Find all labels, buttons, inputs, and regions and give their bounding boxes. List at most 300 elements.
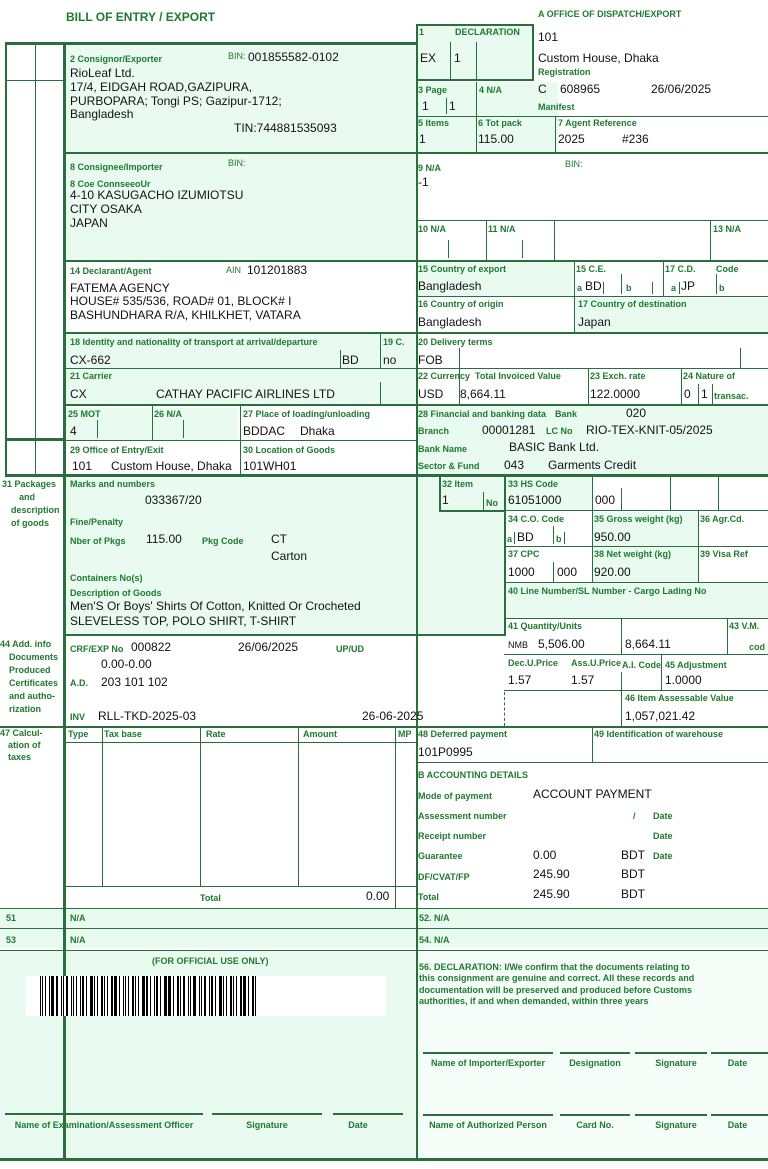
frame-row31 bbox=[5, 474, 768, 477]
official-use-title: (FOR OFFICIAL USE ONLY) bbox=[152, 956, 269, 966]
row51-value: N/A bbox=[70, 913, 86, 923]
ce-tick1 bbox=[603, 282, 604, 294]
ai-code-label: A.I. Code bbox=[622, 660, 662, 670]
barcode-bar bbox=[66, 976, 68, 1016]
barcode-bar bbox=[177, 976, 179, 1016]
accounting-title: B ACCOUNTING DETAILS bbox=[418, 770, 528, 780]
barcode-bar bbox=[160, 976, 161, 1016]
cd-a: a bbox=[671, 283, 677, 293]
consignor-line-1: RioLeaf Ltd. bbox=[70, 66, 135, 80]
box9-bin-label: BIN: bbox=[565, 159, 583, 169]
dec-price-value: 1.57 bbox=[508, 673, 532, 687]
box13-label: 13 N/A bbox=[713, 224, 742, 234]
ass-price-value: 1.57 bbox=[571, 673, 595, 687]
page-div bbox=[476, 82, 477, 116]
barcode-bar bbox=[180, 976, 181, 1016]
declaration-num: 1 bbox=[419, 27, 425, 37]
barcode-bar bbox=[128, 976, 129, 1016]
warehouse-label: 49 Identification of warehouse bbox=[594, 729, 724, 739]
consignor-line-2: 17/4, EIDGAH ROAD,GAZIPURA, bbox=[70, 80, 253, 94]
declaration-56-text: 56. DECLARATION: I/We confirm that the documents relating to this consignment are genuine and correct. All these records and documentation will be preserved and produced before Customs authorities, if and when demanded, within three years bbox=[419, 962, 695, 1006]
assessment-label: Assessment number bbox=[418, 811, 507, 821]
accounting-total-currency: BDT bbox=[621, 887, 645, 901]
box44-side-5: and autho- bbox=[9, 691, 55, 701]
pkg-code-value: CT bbox=[271, 532, 287, 546]
sector-name: Garments Credit bbox=[548, 458, 637, 472]
transport-nationality: BD bbox=[342, 353, 359, 367]
ad-value: 203 101 102 bbox=[101, 675, 168, 689]
items-value: 1 bbox=[419, 132, 426, 146]
box26-split bbox=[183, 420, 184, 438]
barcode-bar bbox=[150, 976, 151, 1016]
row5-top bbox=[416, 116, 768, 117]
declarant-line-2: HOUSE# 535/536, ROAD# 01, BLOCK# I bbox=[70, 294, 292, 308]
row34-top bbox=[504, 510, 768, 511]
payment-mode-value: ACCOUNT PAYMENT bbox=[533, 787, 652, 801]
office-entry-code: 101 bbox=[72, 459, 93, 473]
barcode-bar bbox=[86, 976, 87, 1016]
barcode-bar bbox=[114, 976, 117, 1016]
net-weight-value: 920.00 bbox=[594, 565, 631, 579]
assessment-slash: / bbox=[633, 811, 636, 821]
item-no-label: No bbox=[486, 498, 498, 508]
box42-43-div bbox=[727, 618, 728, 654]
tax-col1 bbox=[102, 726, 103, 886]
box20-split2 bbox=[740, 348, 741, 368]
consignor-line-3: PURBOPARA; Tongi PS; Gazipur-1712; bbox=[70, 94, 282, 108]
cd-label: 17 C.D. bbox=[665, 264, 696, 274]
officer-signature-line bbox=[212, 1113, 322, 1115]
price-div bbox=[621, 672, 622, 726]
barcode-bar bbox=[119, 976, 120, 1016]
declaration-type[interactable]: EX bbox=[420, 51, 437, 65]
mot-value: 4 bbox=[70, 424, 77, 438]
row53-num: 53 bbox=[6, 935, 17, 945]
consignee-line-3: JAPAN bbox=[70, 216, 108, 230]
consignee-sub-label: 8 Coe ConnseeoUr bbox=[70, 179, 151, 189]
goods-right-div bbox=[504, 476, 506, 636]
authorized-date-label: Date bbox=[727, 1120, 748, 1130]
declarant-line-3: BASHUNDHARA R/A, KHILKHET, VATARA bbox=[70, 308, 301, 322]
branch-value: 00001281 bbox=[482, 423, 536, 437]
pkg-code-label: Pkg Code bbox=[202, 536, 244, 546]
row8-top bbox=[63, 152, 768, 154]
dec-price-label: Dec.U.Price bbox=[508, 658, 559, 668]
box6-7-div bbox=[555, 116, 556, 152]
delivery-terms-value: FOB bbox=[418, 353, 443, 367]
gross-weight-label: 35 Gross weight (kg) bbox=[594, 514, 683, 524]
crf-range: 0.00-0.00 bbox=[101, 657, 152, 671]
box32-split bbox=[483, 492, 484, 510]
barcode-bar bbox=[107, 976, 108, 1016]
barcode bbox=[26, 976, 386, 1016]
authorized-date-line bbox=[711, 1114, 768, 1116]
frame-row1 bbox=[5, 80, 63, 81]
box26-label: 26 N/A bbox=[154, 409, 183, 419]
guarantee-date-label: Date bbox=[653, 851, 673, 861]
ce-a: a bbox=[577, 283, 583, 293]
carrier-label: 21 Carrier bbox=[70, 371, 113, 381]
box47-side-3: taxes bbox=[8, 752, 32, 762]
inv-label: INV bbox=[70, 712, 86, 722]
box12-13-div bbox=[710, 220, 711, 260]
consignor-tin: TIN:744881535093 bbox=[234, 121, 337, 135]
box5-6-div bbox=[476, 116, 477, 152]
barcode-bar bbox=[90, 976, 93, 1016]
barcode-bar bbox=[164, 976, 167, 1016]
barcode-bar bbox=[146, 976, 148, 1016]
barcode-bar bbox=[183, 976, 185, 1016]
page-current: 1 bbox=[422, 99, 429, 113]
barcode-bar bbox=[199, 976, 200, 1016]
pkgs-value: 115.00 bbox=[146, 532, 182, 546]
hs-code-label: 33 HS Code bbox=[508, 479, 559, 489]
inv-date: 26-06-2025 bbox=[362, 709, 424, 723]
barcode-bar bbox=[63, 976, 64, 1016]
importer-name-line bbox=[423, 1052, 553, 1054]
receipt-label: Receipt number bbox=[418, 831, 487, 841]
country-origin-label: 16 Country of origin bbox=[418, 299, 504, 309]
visa-ref-label: 39 Visa Ref bbox=[700, 549, 748, 559]
card-no-label: Card No. bbox=[576, 1120, 614, 1130]
barcode-bar bbox=[190, 976, 191, 1016]
mot-label: 25 MOT bbox=[68, 409, 101, 419]
bank-label: Bank bbox=[555, 409, 578, 419]
pkgs-label: Nber of Pkgs bbox=[70, 536, 126, 546]
desc-line-2: SLEVELESS TOP, POLO SHIRT, T-SHIRT bbox=[70, 614, 297, 628]
cpc-value: 1000 bbox=[508, 565, 535, 579]
barcode-bar bbox=[142, 976, 145, 1016]
consignor-line-4: Bangladesh bbox=[70, 107, 134, 121]
agent-ref-label: 7 Agent Reference bbox=[558, 118, 637, 128]
office-entry-label: 29 Office of Entry/Exit bbox=[70, 445, 164, 455]
tot-pack-label: 6 Tot pack bbox=[478, 118, 522, 128]
box25-split bbox=[97, 420, 98, 438]
agent-ref-year: 2025 bbox=[558, 132, 585, 146]
bottom-divider bbox=[416, 950, 418, 1160]
accounting-top bbox=[416, 762, 768, 763]
cd-tick bbox=[679, 282, 680, 294]
registration-label: Registration bbox=[538, 67, 591, 77]
manifest-label: Manifest bbox=[538, 102, 575, 112]
box22-23-div bbox=[588, 368, 589, 404]
barcode-bar bbox=[138, 976, 139, 1016]
box20-split bbox=[459, 348, 460, 368]
page-total: 1 bbox=[449, 99, 456, 113]
tax-col4 bbox=[395, 726, 396, 908]
barcode-bar bbox=[243, 976, 246, 1016]
row-price-top bbox=[504, 654, 768, 655]
carrier-name: CATHAY PACIFIC AIRLINES LTD bbox=[156, 387, 335, 401]
barcode-bar bbox=[80, 976, 81, 1016]
pkg-name-value: Carton bbox=[271, 549, 308, 563]
decl-div1 bbox=[450, 42, 451, 80]
office-name: Custom House, Dhaka bbox=[538, 51, 659, 65]
nature-value-1: 0 bbox=[684, 387, 691, 401]
box44-side-6: rization bbox=[9, 704, 42, 714]
box19-value: no bbox=[383, 353, 397, 367]
authorized-signature-line bbox=[635, 1114, 707, 1116]
box23-24-div bbox=[681, 368, 682, 404]
dfcvat-label: DF/CVAT/FP bbox=[418, 872, 470, 882]
row41-top bbox=[504, 618, 768, 619]
barcode-bar bbox=[252, 976, 254, 1016]
hs-code-sub: 000 bbox=[595, 493, 616, 507]
barcode-bar bbox=[233, 976, 234, 1016]
inv-value: RLL-TKD-2025-03 bbox=[98, 709, 197, 723]
barcode-bar bbox=[215, 976, 216, 1016]
lc-label: LC No bbox=[546, 426, 573, 436]
assessable-value: 1,057,021.42 bbox=[625, 709, 696, 723]
box31-side-label-4: of goods bbox=[11, 518, 49, 528]
barcode-bar bbox=[156, 976, 158, 1016]
barcode-bar bbox=[82, 976, 84, 1016]
declaration-subtype[interactable]: 1 bbox=[454, 51, 461, 65]
loading-label: 27 Place of loading/unloading bbox=[243, 409, 371, 419]
frame-bottom bbox=[0, 1158, 768, 1161]
row54-value: 54. N/A bbox=[419, 935, 450, 945]
row10-top bbox=[416, 220, 768, 221]
tot-pack-value: 115.00 bbox=[478, 132, 514, 146]
country-export-label: 15 Country of export bbox=[418, 264, 507, 274]
crf-date: 26/06/2025 bbox=[238, 640, 299, 654]
vm-sub: cod bbox=[749, 642, 766, 652]
cd-a-value: JP bbox=[681, 279, 696, 293]
row29-top bbox=[63, 440, 416, 441]
box48-49-div bbox=[592, 726, 593, 762]
assessable-label: 46 Item Assessable Value bbox=[625, 693, 734, 703]
box42-value: 8,664.11 bbox=[625, 637, 671, 651]
hs-split bbox=[621, 488, 622, 510]
cd-b: b bbox=[719, 283, 725, 293]
row44-top bbox=[63, 634, 506, 636]
barcode-bar bbox=[248, 976, 249, 1016]
cpc-sub: 000 bbox=[557, 565, 578, 579]
agent-ref-number: #236 bbox=[622, 132, 649, 146]
loading-code: BDDAC bbox=[243, 424, 286, 438]
box44-side-2: Documents bbox=[9, 652, 59, 662]
delivery-terms-label: 20 Delivery terms bbox=[418, 337, 493, 347]
box33-div3 bbox=[718, 476, 719, 510]
line-number-label: 40 Line Number/SL Number - Cargo Lading No bbox=[508, 586, 707, 596]
importer-name-label: Name of Importer/Exporter bbox=[430, 1058, 546, 1068]
location-goods-value: 101WH01 bbox=[243, 459, 297, 473]
officer-name-label: Name of Examination/Assessment Officer bbox=[14, 1120, 194, 1130]
desc-line-1: Men'S Or Boys' Shirts Of Cotton, Knitted Or Crocheted bbox=[70, 599, 361, 613]
tax-header-line bbox=[63, 742, 416, 743]
ce-a-value: BD bbox=[585, 279, 602, 293]
box25-26-div bbox=[152, 404, 153, 440]
barcode-bar bbox=[201, 976, 202, 1016]
importer-signature-label: Signature bbox=[655, 1058, 697, 1068]
barcode-bar bbox=[73, 976, 74, 1016]
barcode-bar bbox=[240, 976, 242, 1016]
tax-col-amount: Amount bbox=[303, 729, 337, 739]
box11-split bbox=[522, 240, 523, 258]
accounting-total-label: Total bbox=[418, 892, 439, 902]
barcode-bar bbox=[40, 976, 41, 1016]
quantity-label: 41 Quantity/Units bbox=[508, 621, 583, 631]
box44-side-3: Produced bbox=[9, 665, 51, 675]
country-export-value: Bangladesh bbox=[418, 279, 482, 293]
box47-side-1: 47 Calcul- bbox=[0, 728, 43, 738]
box24-split2 bbox=[712, 384, 713, 404]
office-dispatch-label: A OFFICE OF DISPATCH/EXPORT bbox=[538, 9, 682, 19]
ce-tick2 bbox=[621, 274, 622, 294]
box18-split bbox=[340, 350, 341, 368]
box10-split bbox=[448, 240, 449, 258]
lc-value: RIO-TEX-KNIT-05/2025 bbox=[586, 423, 713, 437]
barcode-bar bbox=[56, 976, 58, 1016]
box9-label: 9 N/A bbox=[418, 163, 442, 173]
tax-col-mp: MP bbox=[398, 729, 412, 739]
authorized-signature-label: Signature bbox=[655, 1120, 697, 1130]
exch-rate-label: 23 Exch. rate bbox=[590, 371, 646, 381]
barcode-bar bbox=[204, 976, 206, 1016]
dfcvat-value: 245.90 bbox=[533, 867, 570, 881]
adjustment-value: 1.0000 bbox=[665, 673, 702, 687]
currency-label: 22 Currency bbox=[418, 371, 471, 381]
marks-label: Marks and numbers bbox=[70, 479, 156, 489]
barcode-bar bbox=[125, 976, 126, 1016]
officer-date-label: Date bbox=[348, 1120, 368, 1130]
deferred-label: 48 Deferred payment bbox=[418, 729, 508, 739]
box11-label: 11 N/A bbox=[488, 224, 516, 234]
vm-label: 43 V.M. bbox=[729, 621, 760, 631]
box26-27-div bbox=[240, 404, 241, 474]
bank-code: 020 bbox=[626, 406, 647, 420]
box18-19-div bbox=[380, 332, 381, 368]
box44-side-4: Certificates bbox=[9, 678, 59, 688]
designation-line bbox=[560, 1052, 630, 1054]
frame-top bbox=[5, 42, 418, 45]
barcode-bar bbox=[49, 976, 50, 1016]
exch-rate-value: 122.0000 bbox=[590, 387, 641, 401]
marks-value: 033367/20 bbox=[145, 493, 202, 507]
box19-label: 19 C. bbox=[383, 337, 405, 347]
currency-value: USD bbox=[418, 387, 444, 401]
nature-suffix: transac. bbox=[714, 391, 749, 401]
cpc-label: 37 CPC bbox=[508, 549, 540, 559]
barcode-bar bbox=[61, 976, 62, 1016]
barcode-bar bbox=[188, 976, 189, 1016]
ad-label: A.D. bbox=[70, 678, 88, 688]
row47-top bbox=[0, 726, 768, 728]
tax-col3 bbox=[298, 726, 299, 886]
box24-split1 bbox=[698, 384, 699, 404]
hs-code-value: 61051000 bbox=[508, 493, 562, 507]
agr-cd-label: 36 Agr.Cd. bbox=[700, 514, 745, 524]
barcode-bar bbox=[132, 976, 134, 1016]
location-goods-label: 30 Location of Goods bbox=[243, 445, 336, 455]
co-code-value: BD bbox=[517, 530, 534, 544]
crf-label: CRF/EXP No bbox=[70, 644, 124, 654]
barcode-bar bbox=[123, 976, 124, 1016]
page-label: 3 Page bbox=[418, 85, 448, 95]
row21-top bbox=[63, 368, 768, 369]
guarantee-currency: BDT bbox=[621, 848, 645, 862]
country-destination-label: 17 Country of destination bbox=[578, 299, 687, 309]
net-weight-label: 38 Net weight (kg) bbox=[594, 549, 672, 559]
co-code-a: a bbox=[507, 534, 513, 544]
ce-label: 15 C.E. bbox=[576, 264, 607, 274]
co-tick3 bbox=[564, 532, 565, 544]
co-code-label: 34 C.O. Code bbox=[508, 514, 565, 524]
transport-label: 18 Identity and nationality of transport at arrival/departure bbox=[70, 337, 318, 347]
box47-side-2: ation of bbox=[8, 740, 41, 750]
branch-label: Branch bbox=[418, 426, 450, 436]
barcode-bar bbox=[101, 976, 103, 1016]
card-no-line bbox=[560, 1114, 630, 1116]
barcode-bar bbox=[111, 976, 113, 1016]
box10-11-div bbox=[486, 220, 487, 260]
row51-top bbox=[0, 908, 768, 909]
box-ce-cd-div bbox=[663, 260, 664, 296]
declarant-ain: 101201883 bbox=[247, 263, 308, 277]
registration-number: 608965 bbox=[560, 82, 601, 96]
declarant-label: 14 Declarant/Agent bbox=[70, 266, 152, 276]
box10-label: 10 N/A bbox=[418, 224, 447, 234]
barcode-bar bbox=[193, 976, 196, 1016]
tax-col2 bbox=[200, 726, 201, 886]
transport-value: CX-662 bbox=[70, 353, 111, 367]
box21-split bbox=[380, 382, 381, 404]
total-invoiced-label: Total Invoiced Value bbox=[475, 371, 561, 381]
authorized-name-line bbox=[423, 1114, 553, 1116]
barcode-bar bbox=[173, 976, 174, 1016]
items-label: 5 Items bbox=[418, 118, 450, 128]
box9-value: -1 bbox=[418, 175, 429, 189]
guarantee-value: 0.00 bbox=[533, 848, 557, 862]
barcode-bar bbox=[94, 976, 95, 1016]
barcode-bar bbox=[97, 976, 98, 1016]
tax-total-label: Total bbox=[200, 893, 221, 903]
item-value: 1 bbox=[442, 493, 449, 507]
barcode-bar bbox=[236, 976, 237, 1016]
country-destination-value: Japan bbox=[578, 315, 611, 329]
payment-mode-label: Mode of payment bbox=[418, 791, 493, 801]
box4-label: 4 N/A bbox=[479, 85, 503, 95]
ce-b: b bbox=[626, 283, 632, 293]
authorized-name-label: Name of Authorized Person bbox=[429, 1120, 547, 1130]
consignor-label: 2 Consignor/Exporter bbox=[70, 54, 163, 64]
importer-date-label: Date bbox=[727, 1058, 748, 1068]
officer-date-line bbox=[333, 1113, 403, 1115]
tax-col-base: Tax base bbox=[104, 729, 142, 739]
declarant-line-1: FATEMA AGENCY bbox=[70, 281, 170, 295]
form-title: BILL OF ENTRY / EXPORT bbox=[66, 10, 216, 24]
cpc-split bbox=[553, 562, 554, 582]
carrier-code: CX bbox=[70, 387, 87, 401]
loading-name: Dhaka bbox=[300, 424, 335, 438]
box33-div2 bbox=[670, 476, 671, 510]
frame-row2 bbox=[5, 438, 65, 441]
row16-top bbox=[416, 296, 768, 297]
box31-side-label-3: description bbox=[11, 505, 60, 515]
barcode-bar bbox=[51, 976, 54, 1016]
sector-label: Sector & Fund bbox=[418, 461, 480, 471]
row-official-top bbox=[0, 950, 768, 951]
barcode-bar bbox=[154, 976, 155, 1016]
gross-weight-value: 950.00 bbox=[594, 530, 631, 544]
barcode-bar bbox=[135, 976, 136, 1016]
box41-42-div bbox=[621, 618, 622, 654]
row25-top bbox=[63, 404, 768, 406]
nature-label: 24 Nature of bbox=[683, 371, 736, 381]
dashed-div bbox=[504, 692, 506, 726]
registration-series: C bbox=[538, 82, 547, 96]
barcode-bar bbox=[219, 976, 222, 1016]
